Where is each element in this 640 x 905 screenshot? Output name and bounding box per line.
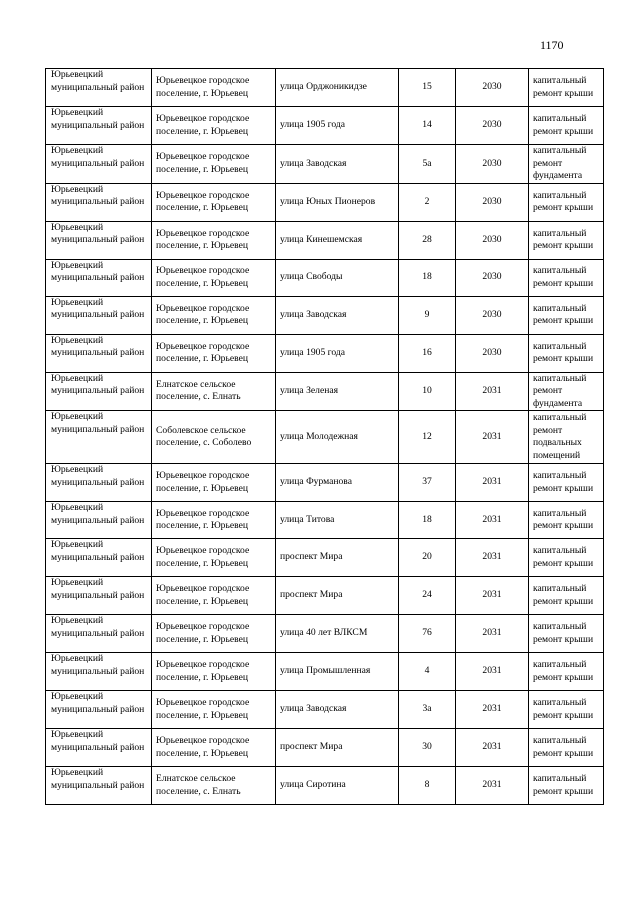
house-number-cell: 15 [399, 69, 456, 107]
house-number-cell: 3а [399, 691, 456, 729]
street-cell: улица Кинешемская [276, 221, 399, 259]
settlement-cell: Юрьевецкое городское поселение, г. Юрьевец [152, 107, 276, 145]
table-row [46, 653, 604, 691]
settlement-cell: Юрьевецкое городское поселение, г. Юрьевец [152, 653, 276, 691]
work-type-cell: капитальный ремонт крыши [529, 729, 604, 767]
table-row [46, 767, 604, 805]
house-number-cell: 76 [399, 615, 456, 653]
street-cell: проспект Мира [276, 539, 399, 577]
year-cell: 2031 [456, 653, 529, 691]
year-cell: 2030 [456, 107, 529, 145]
settlement-cell: Юрьевецкое городское поселение, г. Юрьевец [152, 259, 276, 296]
house-number-cell: 24 [399, 577, 456, 615]
district-cell: Юрьевецкий муниципальный район [46, 334, 152, 372]
settlement-cell: Юрьевецкое городское поселение, г. Юрьевец [152, 296, 276, 334]
table-row [46, 502, 604, 539]
work-type-cell: капитальный ремонт фундамента [529, 372, 604, 411]
district-cell: Юрьевецкий муниципальный район [46, 259, 152, 296]
street-cell: улица Промышленная [276, 653, 399, 691]
district-cell: Юрьевецкий муниципальный район [46, 69, 152, 107]
house-number-cell: 9 [399, 296, 456, 334]
street-cell: улица Фурманова [276, 464, 399, 502]
year-cell: 2030 [456, 183, 529, 221]
district-cell: Юрьевецкий муниципальный район [46, 411, 152, 464]
house-number-cell: 10 [399, 372, 456, 411]
street-cell: проспект Мира [276, 577, 399, 615]
work-type-cell: капитальный ремонт фундамента [529, 145, 604, 184]
settlement-cell: Юрьевецкое городское поселение, г. Юрьевец [152, 615, 276, 653]
table-row [46, 107, 604, 145]
work-type-cell: капитальный ремонт крыши [529, 615, 604, 653]
house-number-cell: 12 [399, 411, 456, 464]
work-type-cell: капитальный ремонт крыши [529, 577, 604, 615]
work-type-cell: капитальный ремонт крыши [529, 539, 604, 577]
street-cell: улица Юных Пионеров [276, 183, 399, 221]
table-body [46, 69, 604, 805]
street-cell: улица 40 лет ВЛКСМ [276, 615, 399, 653]
district-cell: Юрьевецкий муниципальный район [46, 221, 152, 259]
year-cell: 2031 [456, 577, 529, 615]
year-cell: 2030 [456, 259, 529, 296]
street-cell: проспект Мира [276, 729, 399, 767]
work-type-cell: капитальный ремонт крыши [529, 69, 604, 107]
house-number-cell: 18 [399, 502, 456, 539]
settlement-cell: Юрьевецкое городское поселение, г. Юрьевец [152, 502, 276, 539]
street-cell: улица Молодежная [276, 411, 399, 464]
district-cell: Юрьевецкий муниципальный район [46, 464, 152, 502]
district-cell: Юрьевецкий муниципальный район [46, 296, 152, 334]
settlement-cell: Юрьевецкое городское поселение, г. Юрьевец [152, 577, 276, 615]
street-cell: улица 1905 года [276, 107, 399, 145]
year-cell: 2030 [456, 145, 529, 184]
district-cell: Юрьевецкий муниципальный район [46, 767, 152, 805]
table-row [46, 729, 604, 767]
house-number-cell: 5а [399, 145, 456, 184]
settlement-cell: Юрьевецкое городское поселение, г. Юрьевец [152, 729, 276, 767]
house-number-cell: 16 [399, 334, 456, 372]
table-row [46, 615, 604, 653]
table-row [46, 539, 604, 577]
work-type-cell: капитальный ремонт крыши [529, 183, 604, 221]
street-cell: улица Титова [276, 502, 399, 539]
table-row [46, 464, 604, 502]
settlement-cell: Юрьевецкое городское поселение, г. Юрьевец [152, 539, 276, 577]
table-row [46, 259, 604, 296]
district-cell: Юрьевецкий муниципальный район [46, 729, 152, 767]
house-number-cell: 18 [399, 259, 456, 296]
settlement-cell: Юрьевецкое городское поселение, г. Юрьевец [152, 145, 276, 184]
year-cell: 2031 [456, 691, 529, 729]
house-number-cell: 14 [399, 107, 456, 145]
district-cell: Юрьевецкий муниципальный район [46, 107, 152, 145]
district-cell: Юрьевецкий муниципальный район [46, 502, 152, 539]
work-type-cell: капитальный ремонт крыши [529, 502, 604, 539]
table-row [46, 577, 604, 615]
year-cell: 2030 [456, 334, 529, 372]
table-row [46, 372, 604, 411]
street-cell: улица Зеленая [276, 372, 399, 411]
street-cell: улица 1905 года [276, 334, 399, 372]
settlement-cell: Юрьевецкое городское поселение, г. Юрьевец [152, 334, 276, 372]
year-cell: 2031 [456, 767, 529, 805]
district-cell: Юрьевецкий муниципальный район [46, 577, 152, 615]
district-cell: Юрьевецкий муниципальный район [46, 691, 152, 729]
settlement-cell: Соболевское сельское поселение, с. Соболево [152, 411, 276, 464]
house-number-cell: 28 [399, 221, 456, 259]
settlement-cell: Юрьевецкое городское поселение, г. Юрьевец [152, 691, 276, 729]
year-cell: 2031 [456, 464, 529, 502]
street-cell: улица Сиротина [276, 767, 399, 805]
work-type-cell: капитальный ремонт подвальных помещений [529, 411, 604, 464]
table-row [46, 296, 604, 334]
work-type-cell: капитальный ремонт крыши [529, 464, 604, 502]
page-number: 1170 [540, 38, 564, 52]
house-number-cell: 2 [399, 183, 456, 221]
table-row [46, 411, 604, 464]
settlement-cell: Юрьевецкое городское поселение, г. Юрьевец [152, 69, 276, 107]
house-number-cell: 30 [399, 729, 456, 767]
settlement-cell: Елнатское сельское поселение, с. Елнать [152, 767, 276, 805]
year-cell: 2030 [456, 221, 529, 259]
work-type-cell: капитальный ремонт крыши [529, 221, 604, 259]
year-cell: 2031 [456, 502, 529, 539]
work-type-cell: капитальный ремонт крыши [529, 767, 604, 805]
year-cell: 2031 [456, 539, 529, 577]
district-cell: Юрьевецкий муниципальный район [46, 653, 152, 691]
table-row [46, 69, 604, 107]
settlement-cell: Юрьевецкое городское поселение, г. Юрьевец [152, 464, 276, 502]
district-cell: Юрьевецкий муниципальный район [46, 539, 152, 577]
table-row [46, 221, 604, 259]
district-cell: Юрьевецкий муниципальный район [46, 372, 152, 411]
work-type-cell: капитальный ремонт крыши [529, 259, 604, 296]
year-cell: 2030 [456, 296, 529, 334]
house-number-cell: 4 [399, 653, 456, 691]
work-type-cell: капитальный ремонт крыши [529, 334, 604, 372]
table-row [46, 691, 604, 729]
house-number-cell: 20 [399, 539, 456, 577]
year-cell: 2031 [456, 729, 529, 767]
street-cell: улица Заводская [276, 296, 399, 334]
house-number-cell: 37 [399, 464, 456, 502]
table-row [46, 334, 604, 372]
street-cell: улица Орджоникидзе [276, 69, 399, 107]
work-type-cell: капитальный ремонт крыши [529, 296, 604, 334]
work-type-cell: капитальный ремонт крыши [529, 691, 604, 729]
table-row [46, 145, 604, 184]
work-type-cell: капитальный ремонт крыши [529, 653, 604, 691]
year-cell: 2031 [456, 615, 529, 653]
settlement-cell: Юрьевецкое городское поселение, г. Юрьевец [152, 221, 276, 259]
street-cell: улица Заводская [276, 145, 399, 184]
table-row [46, 183, 604, 221]
year-cell: 2031 [456, 411, 529, 464]
work-type-cell: капитальный ремонт крыши [529, 107, 604, 145]
repair-schedule-table [45, 68, 604, 805]
street-cell: улица Свободы [276, 259, 399, 296]
district-cell: Юрьевецкий муниципальный район [46, 615, 152, 653]
house-number-cell: 8 [399, 767, 456, 805]
settlement-cell: Елнатское сельское поселение, с. Елнать [152, 372, 276, 411]
year-cell: 2031 [456, 372, 529, 411]
year-cell: 2030 [456, 69, 529, 107]
district-cell: Юрьевецкий муниципальный район [46, 183, 152, 221]
settlement-cell: Юрьевецкое городское поселение, г. Юрьевец [152, 183, 276, 221]
district-cell: Юрьевецкий муниципальный район [46, 145, 152, 184]
street-cell: улица Заводская [276, 691, 399, 729]
